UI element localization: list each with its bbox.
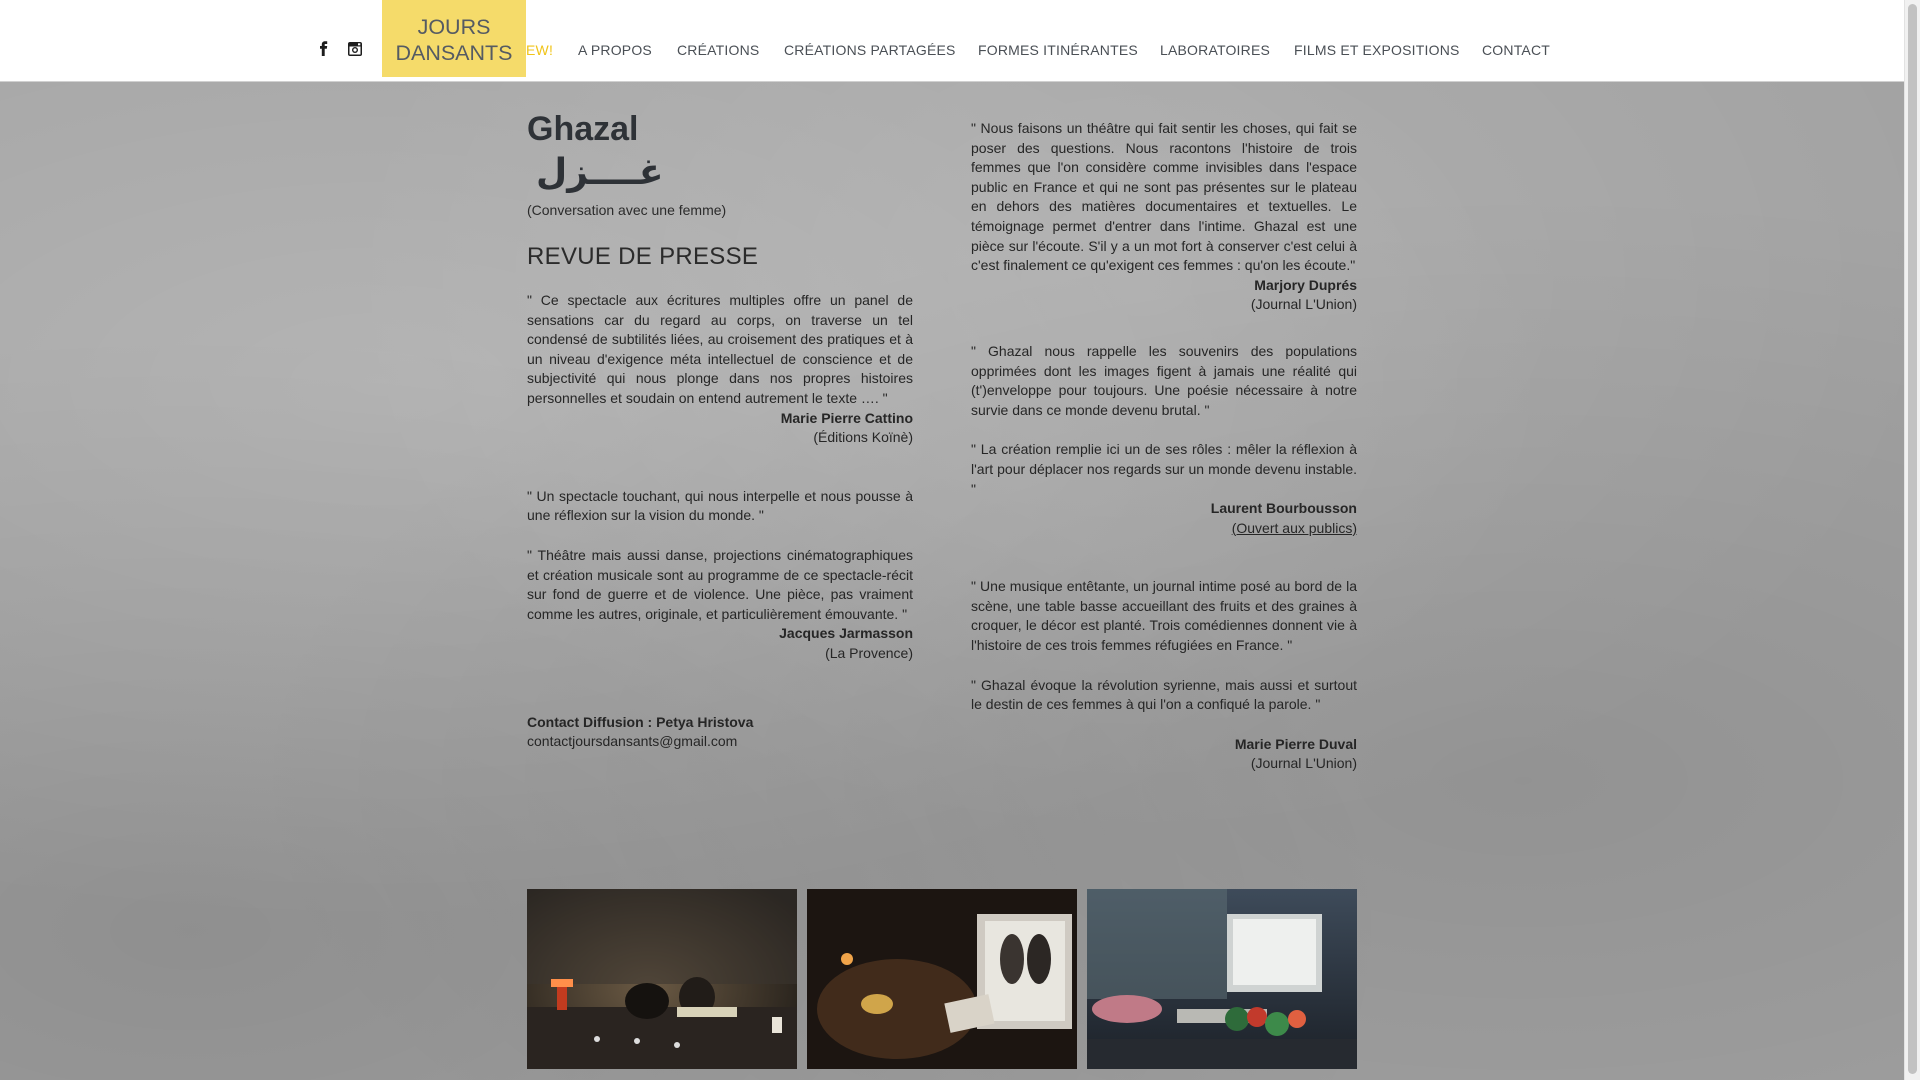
gallery-photo-3[interactable] [1087, 889, 1357, 1069]
nav-item-creations-partagees[interactable]: CRÉATIONS PARTAGÉES [784, 42, 956, 58]
nav-item-new[interactable]: EW! [526, 42, 554, 58]
press-author: Laurent Bourbousson [1210, 500, 1357, 517]
contact-email[interactable]: contactjoursdansants@gmail.com [527, 733, 738, 750]
page-subtitle: (Conversation avec une femme) [527, 202, 727, 218]
press-quote: " Ghazal nous rappelle les souvenirs des populations opprimées dont les images figent à jamais une réalité qui (t')enveloppe pour toujours. Une poésie nécessaire à notre survie dans ce monde devenu brutal. " [971, 342, 1357, 418]
press-quote: " Théâtre mais aussi danse, projections cinématographiques et création musicale sont au programme de ce spectacle-récit sur fond de guerre et de violence. Une pièce, pas vraiment comme les autres, originale, et particulièrement émouvante. " [527, 546, 913, 622]
nav-item-creations[interactable]: CRÉATIONS [677, 42, 760, 58]
instagram-icon[interactable] [346, 40, 364, 58]
press-author: Jacques Jarmasson [779, 625, 913, 642]
nav-item-formes-itinerantes[interactable]: FORMES ITINÉRANTES [978, 42, 1138, 58]
press-column-right [971, 119, 1357, 774]
press-quote: " Ce spectacle aux écritures multiples offre un panel de sensations car du regard au corps, on traverse un tel condensé de subtilités liées, au croisement des pratiques et à un niveau d'exigence méta intellectuel de conscience et de subjectivité qui nous plonge dans nos propres histoires personnelles et soudain on entend autrement le texte …. " [527, 292, 913, 406]
scrollbar[interactable] [1904, 0, 1920, 1080]
press-source: (Éditions Koïnè) [813, 429, 913, 446]
press-quote: " Nous faisons un théâtre qui fait sentir les choses, qui fait se poser des questions. Nous racontons l'histoire de trois femmes que l'on considère comme invisibles dans l'espace public en France et qui ne sont pas présentes sur le plateau en dehors des matières documentaires et textuelles. Le témoignage permet d'entrer dans l'intime. Ghazal est une pièce sur l'écoute. S'il y a un mot fort à conserver c'est celui à c'est finalement ce qu'exigent ces femmes : qu'on les écoute." [971, 120, 1357, 274]
site-header [0, 0, 1904, 82]
gallery-photo-2[interactable] [807, 889, 1077, 1069]
press-author: Marie Pierre Cattino [780, 409, 913, 426]
nav-item-contact[interactable]: CONTACT [1482, 42, 1551, 58]
press-quote: " Ghazal évoque la révolution syrienne, mais aussi et surtout le destin de ces femmes à qui l'on a confiqué la parole. " [971, 676, 1357, 713]
press-source-link[interactable]: (Ouvert aux publics) [1231, 519, 1357, 536]
press-source: (La Provence) [825, 644, 913, 661]
page-title: Ghazal [527, 110, 639, 148]
press-quote: " Un spectacle touchant, qui nous interpelle et nous pousse à une réflexion sur la vision du monde. " [527, 487, 913, 524]
nav-item-laboratoires[interactable]: LABORATOIRES [1160, 42, 1271, 58]
scrollbar-thumb[interactable] [1908, 4, 1917, 1074]
press-column-left [527, 291, 913, 752]
press-author: Marjory Duprés [1254, 276, 1357, 293]
logo-line-2: DANSANTS [395, 41, 513, 65]
logo-line-1: JOURS [417, 15, 491, 39]
gallery-photo-1[interactable] [527, 889, 797, 1069]
press-quote: " Une musique entêtante, un journal intime posé au bord de la scène, une table basse accueillant des fruits et des graines à croquer, le décor est planté. Trois comédiennes donnent vie à l'histoire de ces trois femmes réfugiées en France. " [971, 578, 1357, 654]
press-source: (Journal L'Union) [1250, 755, 1357, 772]
press-source: (Journal L'Union) [1250, 296, 1357, 313]
press-author: Marie Pierre Duval [1234, 735, 1357, 752]
contact-label: Contact Diffusion : Petya Hristova [527, 713, 754, 730]
nav-item-films-et-expositions[interactable]: FILMS ET EXPOSITIONS [1294, 42, 1460, 58]
facebook-icon[interactable] [315, 40, 333, 58]
arabic-title: غــــزل [536, 152, 664, 193]
nav-item-a-propos[interactable]: A PROPOS [578, 42, 652, 58]
section-heading: REVUE DE PRESSE [527, 243, 759, 270]
press-quote: " La création remplie ici un de ses rôles : mêler la réflexion à l'art pour déplacer nos regards sur un monde devenu instable. " [971, 441, 1357, 497]
site-logo[interactable] [382, 0, 526, 77]
